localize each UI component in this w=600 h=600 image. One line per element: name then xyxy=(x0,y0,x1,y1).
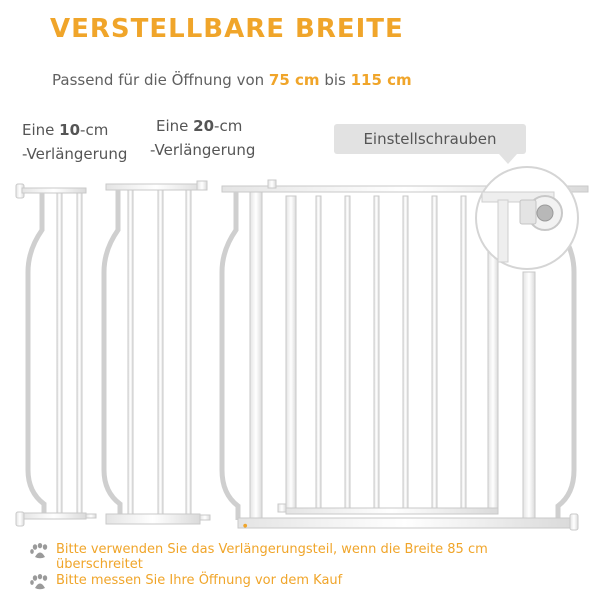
extension-top-rail xyxy=(106,184,206,190)
extension-unit: -cm xyxy=(214,117,243,135)
subtitle-mid: bis xyxy=(324,71,346,89)
adjustment-screw-zoom xyxy=(476,167,578,269)
subtitle-prefix: Passend für die Öffnung von xyxy=(52,71,265,89)
extension-label-prefix: Eine xyxy=(156,117,189,135)
gate-bottom-screw xyxy=(570,514,578,530)
gate-door-bottom-rail xyxy=(286,508,498,514)
extension-bar xyxy=(186,190,191,516)
callout-label: Einstellschrauben xyxy=(363,130,497,148)
gate-bar xyxy=(432,196,437,512)
paw-icon xyxy=(30,543,50,559)
min-width-value: 75 cm xyxy=(268,71,320,89)
extension-left-post xyxy=(104,190,120,516)
extension-bottom-clip xyxy=(16,512,24,526)
extension-label-prefix: Eine xyxy=(22,121,55,139)
gate-bar xyxy=(403,196,408,512)
gate-bar xyxy=(345,196,350,512)
gate-hinge-post xyxy=(250,192,262,520)
extension-label-name: -Verlängerung xyxy=(150,141,256,159)
extension-bottom-rail xyxy=(22,513,86,519)
extension-bar xyxy=(57,193,62,516)
gate-bar xyxy=(461,196,466,512)
max-width-value: 115 cm xyxy=(350,71,412,89)
extension-connector xyxy=(86,514,96,518)
extension-size: 20 xyxy=(193,117,215,135)
extension-10cm xyxy=(16,184,96,526)
extension-bar xyxy=(158,190,163,516)
page-title: VERSTELLBARE BREITE xyxy=(50,14,404,44)
extension-unit: -cm xyxy=(80,121,109,139)
gate-door-left-stile xyxy=(286,196,296,512)
extension-top-rail xyxy=(22,188,86,193)
gate-bar xyxy=(316,196,321,512)
extension-bar xyxy=(128,190,133,516)
extension-left-post xyxy=(28,193,44,516)
paw-icon xyxy=(30,574,50,590)
extension-20cm xyxy=(104,181,210,524)
extension-label-name: -Verlängerung xyxy=(22,145,128,163)
note-text: Bitte verwenden Sie das Verlängerungsteil, wenn die Breite 85 cm xyxy=(56,542,488,557)
extension-bar xyxy=(77,193,82,516)
brand-mark: ● xyxy=(243,523,248,529)
extension-connector xyxy=(200,515,210,520)
gate-top-tab xyxy=(268,180,276,188)
extension-bottom-rail xyxy=(106,514,200,524)
gate-left-post xyxy=(222,192,238,520)
note-text: Bitte messen Sie Ihre Öffnung vor dem Kauf xyxy=(56,573,343,588)
extension-top-connector xyxy=(197,181,207,190)
extension-size: 10 xyxy=(59,121,81,139)
gate-bottom-frame xyxy=(238,518,572,528)
gate-latch-post xyxy=(523,272,535,520)
gate-hinge-bolt xyxy=(278,504,286,512)
note-text: überschreitet xyxy=(56,557,143,572)
gate-bar xyxy=(374,196,379,512)
